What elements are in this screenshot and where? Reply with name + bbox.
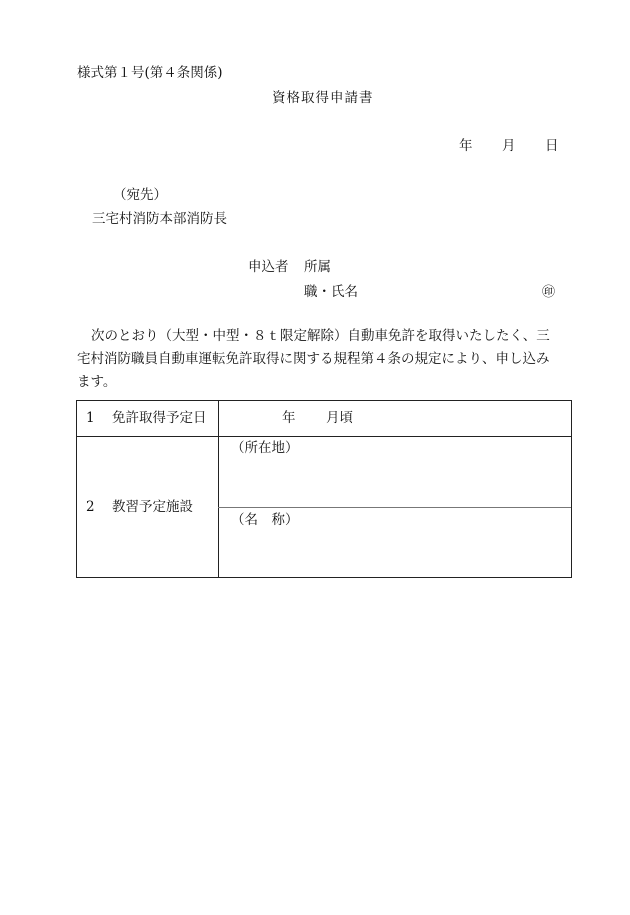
facility-sub-divider: [218, 507, 571, 508]
facility-name-field[interactable]: （名 称）: [231, 512, 299, 528]
date-month-label: 月: [502, 138, 516, 154]
seal-mark: ㊞: [542, 285, 556, 300]
document-title: 資格取得申請書: [272, 90, 374, 106]
row1-label: 免許取得予定日: [112, 410, 207, 426]
row1-year-field[interactable]: 年: [282, 410, 296, 426]
row2-label: 教習予定施設: [112, 499, 193, 515]
facility-location-field[interactable]: （所在地）: [231, 440, 299, 456]
title-name-label: 職・氏名: [304, 284, 358, 300]
affiliation-label: 所属: [304, 259, 331, 275]
application-table: [76, 400, 572, 578]
addressee-label: （宛先）: [113, 187, 167, 203]
addressee-name: 三宅村消防本部消防長: [92, 211, 227, 227]
body-line-3: ます。: [77, 374, 117, 390]
row2-number: 2: [86, 499, 95, 515]
row1-month-field[interactable]: 月頃: [326, 410, 353, 426]
row1-number: 1: [86, 410, 95, 426]
row-divider: [77, 436, 571, 437]
column-divider: [218, 401, 219, 577]
body-line-1: 次のとおり（大型・中型・８ｔ限定解除）自動車免許を取得いたしたく、三: [91, 328, 550, 344]
body-line-2: 宅村消防職員自動車運転免許取得に関する規程第４条の規定により、申し込み: [77, 351, 550, 367]
date-year-label: 年: [459, 138, 473, 154]
form-number: 様式第１号(第４条関係): [77, 65, 223, 81]
body-paragraph: [77, 325, 577, 394]
date-day-label: 日: [545, 138, 559, 154]
applicant-label: 申込者: [248, 259, 289, 275]
